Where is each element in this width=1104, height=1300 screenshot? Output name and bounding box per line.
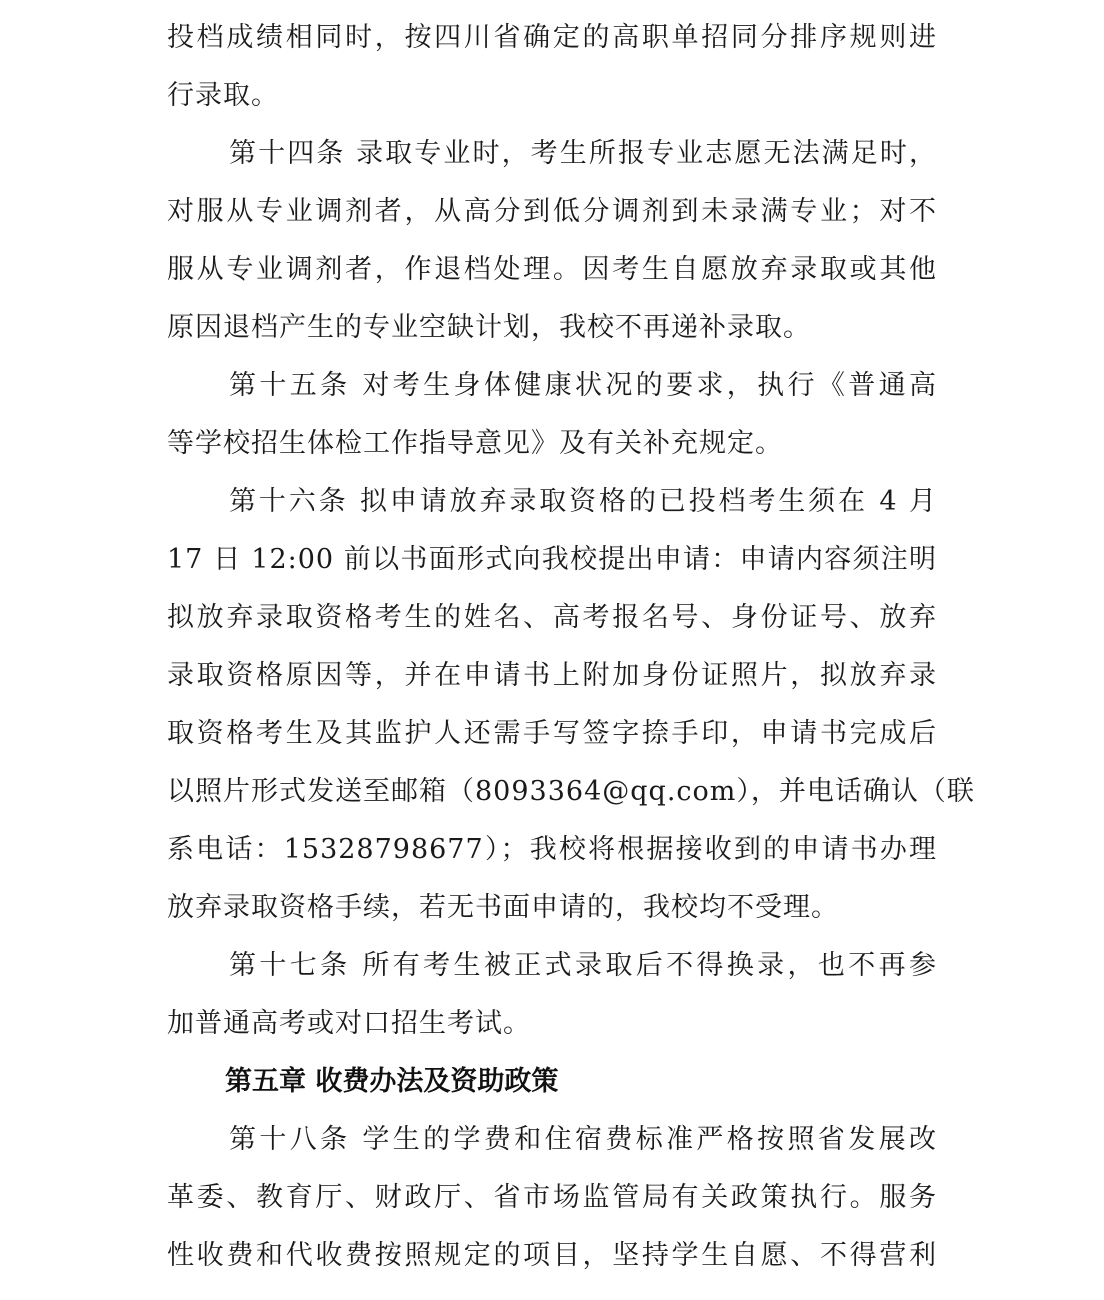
text-line: 投档成绩相同时，按四川省确定的高职单招同分排序规则进: [167, 22, 937, 53]
text-line: 原因退档产生的专业空缺计划，我校不再递补录取。: [167, 312, 811, 343]
text-line: 革委、教育厅、财政厅、省市场监管局有关政策执行。服务: [167, 1182, 937, 1213]
text-line: 等学校招生体检工作指导意见》及有关补充规定。: [167, 428, 783, 459]
article-17-line: 第十七条 所有考生被正式录取后不得换录，也不再参: [229, 950, 937, 981]
text-line: 取资格考生及其监护人还需手写签字捺手印，申请书完成后: [167, 718, 937, 749]
text-line: 性收费和代收费按照规定的项目，坚持学生自愿、不得营利: [167, 1240, 937, 1271]
article-16-line: 第十六条 拟申请放弃录取资格的已投档考生须在 4 月: [229, 486, 937, 517]
article-14-line: 第十四条 录取专业时，考生所报专业志愿无法满足时，: [229, 138, 937, 169]
text-line: 行录取。: [167, 80, 279, 111]
article-18-line: 第十八条 学生的学费和住宿费标准严格按照省发展改: [229, 1124, 937, 1155]
document-page: [167, 9, 975, 1285]
text-line: 放弃录取资格手续，若无书面申请的，我校均不受理。: [167, 892, 839, 923]
text-line: 录取资格原因等，并在申请书上附加身份证照片，拟放弃录: [167, 660, 937, 691]
chapter-heading: 第五章 收费办法及资助政策: [225, 1066, 559, 1097]
text-line: 加普通高考或对口招生考试。: [167, 1008, 531, 1039]
text-line: 以照片形式发送至邮箱（8093364@qq.com），并电话确认（联: [167, 776, 975, 807]
text-line: 系电话：15328798677）；我校将根据接收到的申请书办理: [167, 834, 937, 865]
text-line: 拟放弃录取资格考生的姓名、高考报名号、身份证号、放弃: [167, 602, 937, 633]
text-line: 对服从专业调剂者，从高分到低分调剂到未录满专业；对不: [167, 196, 937, 227]
article-15-line: 第十五条 对考生身体健康状况的要求，执行《普通高: [229, 370, 937, 401]
text-line: 17 日 12:00 前以书面形式向我校提出申请：申请内容须注明: [167, 544, 937, 575]
text-line: 服从专业调剂者，作退档处理。因考生自愿放弃录取或其他: [167, 254, 937, 285]
